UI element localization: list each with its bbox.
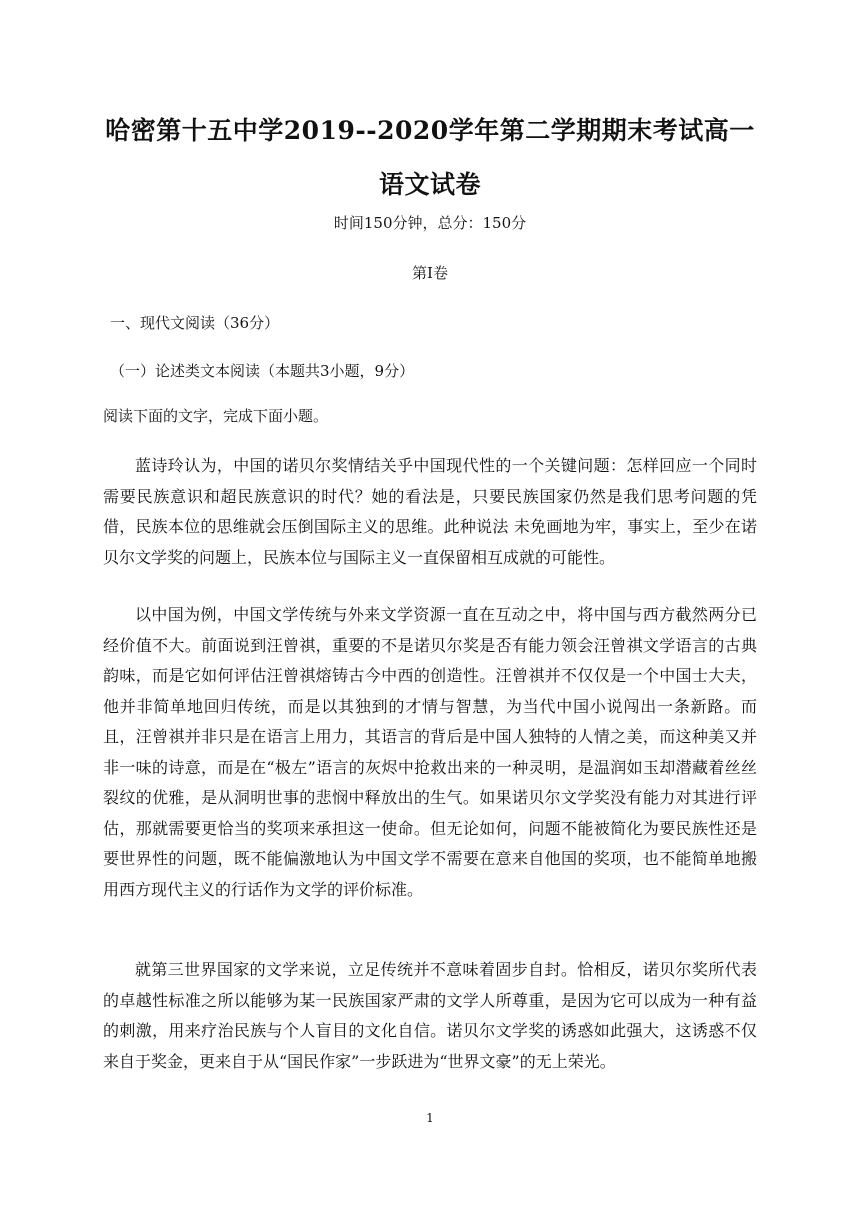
paragraph-3: 就第三世界国家的文学来说，立足传统并不意味着固步自封。恰相反，诺贝尔奖所代表的卓越性标准之所以能够为某一民族国家严肃的文学人所尊重，是因为它可以成为一种有益的刺激，用来疗治民族与个人盲目的文化自信。诺贝尔文学奖的诱惑如此强大，这诱惑不仅来自于奖金，更来自于从“国民作家”一步跃进为“世界文豪”的无上荣光。 [103,960,757,1071]
paragraph-1: 蓝诗玲认为，中国的诺贝尔奖情结关乎中国现代性的一个关键问题：怎样回应一个同时需要民族意识和超民族意识的时代？她的看法是，只要民族国家仍然是我们思考问题的凭借，民族本位的思维就会压倒国际主义的思维。此种说法 未免画地为牢，事实上，至少在诺贝尔文学奖的问题上，民族本位与国际主义一直保留相互成就的可能性。 [103,456,757,567]
page-number: 1 [426,1111,434,1125]
exam-meta: 时间150分钟，总分：150分 [333,214,527,232]
subsection-heading: （一）论述类文本阅读（本题共3小题，9分） [110,362,415,380]
volume-heading: 第Ⅰ卷 [412,264,448,282]
section-heading: 一、现代文阅读（36分） [110,314,280,332]
exam-title: 哈密第十五中学2019--2020学年第二学期期末考试高一语文试卷 [105,116,755,199]
instruction-text: 阅读下面的文字，完成下面小题。 [103,407,329,425]
paragraph-2: 以中国为例，中国文学传统与外来文学资源一直在互动之中，将中国与西方截然两分已经价值不大。前面说到汪曾祺，重要的不是诺贝尔奖是否有能力领会汪曾祺文学语言的古典韵味，而是它如何评估汪曾祺熔铸古今中西的创造性。汪曾祺并不仅仅是一个中国士大夫，他并非简单地回归传统，而是以其独到的才情与智慧，为当代中国小说闯出一条新路。而且，汪曾祺并非只是在语言上用力，其语言的背后是中国人独特的人情之美，而这种美又并非一味的诗意，而是在“极左”语言的灰烬中抢救出来的一种灵明，是温润如玉却潜藏着丝丝裂纹的优雅，是从洞明世事的悲悯中释放出的生气。如果诺贝尔文学奖没有能力对其进行评估，那就需要更恰当的奖项来承担这一使命。但无论如何，问题不能被简化为要民族性还是要世界性的问题，既不能偏激地认为中国文学不需要在意来自他国的奖项，也不能简单地搬用西方现代主义的行话作为文学的评价标准。 [103,605,757,899]
